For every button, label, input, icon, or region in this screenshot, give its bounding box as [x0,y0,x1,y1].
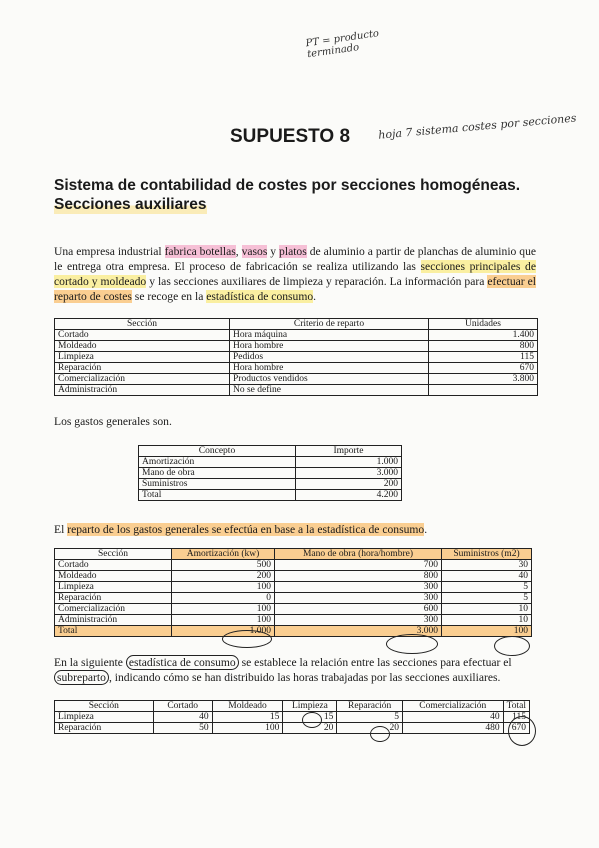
subtitle-line2: Secciones auxiliares [54,196,207,213]
table-header: Suministros (m2) [442,549,532,560]
gastos-generales-text: Los gastos generales son. [54,415,172,428]
subtitle [54,176,544,214]
table-header: Reparación [337,701,403,712]
table-row: Comercialización Productos vendidos 3.800 [55,374,538,385]
table-row: Limpieza 40 15 15 5 40 115 [55,712,530,723]
table-header: Sección [55,549,172,560]
table-header: Concepto [139,446,296,457]
circle-mark [370,726,390,742]
reparto-table [54,548,532,637]
table-header: Moldeado [212,701,283,712]
table-header: Comercialización [402,701,503,712]
table-row: Comercialización 100 600 10 [55,604,532,615]
gastos-table [138,445,402,501]
table-row: Suministros 200 [139,479,402,490]
circle-mark [508,716,536,746]
page-title: SUPUESTO 8 [230,126,351,147]
table-row: Reparación 0 300 5 [55,593,532,604]
table-row: Limpieza 100 300 5 [55,582,532,593]
subreparto-table [54,700,530,734]
table-row: Moldeado Hora hombre 800 [55,341,538,352]
table-header: Amortización (kw) [172,549,275,560]
table-header: Sección [55,701,154,712]
table-header: Sección [55,319,230,330]
table-row: Moldeado 200 800 40 [55,571,532,582]
table-header: Total [503,701,529,712]
table-header: Unidades [429,319,538,330]
table-row: Reparación 50 100 20 20 480 670 [55,723,530,734]
table-header-row [55,701,530,712]
handwritten-note-title: hoja 7 sistema costes por secciones [377,111,577,142]
table-header: Mano de obra (hora/hombre) [275,549,442,560]
criterio-table [54,318,538,396]
subtitle-line1: Sistema de contabilidad de costes por secciones homogéneas. [54,177,521,194]
table-header-row [139,446,402,457]
table-header-row [55,549,532,560]
table-row: Total 4.200 [139,490,402,501]
table-row: Administración No se define [55,385,538,396]
table-row: Administración 100 300 10 [55,615,532,626]
table-row: Limpieza Pedidos 115 [55,352,538,363]
subreparto-paragraph: En la siguiente estadística de consumo se establece la relación entre las secciones para efectuar el subreparto , indicando cómo se han distribuido las horas trabajadas por las secciones auxiliares. [54,656,512,684]
table-header: Criterio de reparto [230,319,429,330]
table-row: Mano de obra 3.000 [139,468,402,479]
table-total-row: Total 1.000 3.000 100 [55,626,532,637]
circle-mark [386,634,438,654]
reparto-text: El reparto de los gastos generales se efectúa en base a la estadística de consumo. [54,523,428,536]
handwritten-note-top: PT = producto terminado [305,28,380,61]
table-row: Amortización 1.000 [139,457,402,468]
table-row: Cortado 500 700 30 [55,560,532,571]
table-header: Cortado [153,701,212,712]
circle-mark [494,636,530,656]
circle-mark [302,712,322,728]
table-row: Cortado Hora máquina 1.400 [55,330,538,341]
table-row: Reparación Hora hombre 670 [55,363,538,374]
table-header: Limpieza [283,701,337,712]
table-header-row [55,319,538,330]
table-header: Importe [296,446,402,457]
intro-paragraph: Una empresa industrial fabrica botellas, vasos y platos de aluminio a partir de planchas de aluminio que le entrega otra empresa. El proceso de fabricación se realiza utilizando las secciones principales de cortado y moldeado y las secciones auxiliares de limpieza y reparación. La información para efectuar el reparto de costes se recoge en la estadística de consumo. [54,245,537,303]
circle-mark [222,630,272,648]
